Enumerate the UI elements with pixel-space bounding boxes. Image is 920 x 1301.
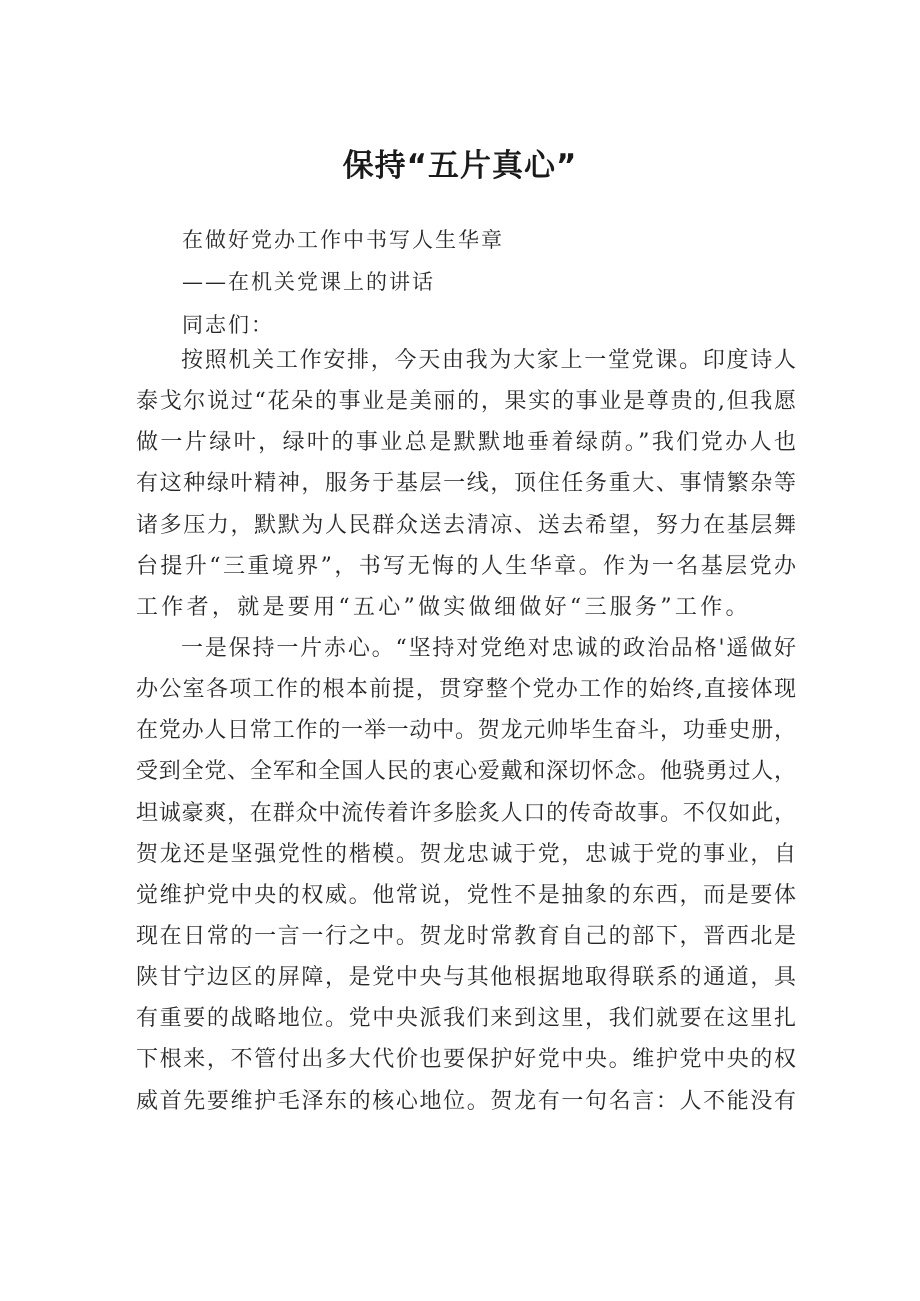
document-title: 保持“五片真心” bbox=[342, 148, 578, 184]
body-line: 工作者，就是要用“五心”做实做细做好“三服务”工作。 bbox=[136, 594, 751, 620]
body-line: 陕甘宁边区的屏障，是党中央与其他根据地取得联系的通道，具 bbox=[136, 965, 796, 991]
body-line: 一是保持一片赤心。“坚持对党绝对忠诚的政治品格'遥做好 bbox=[181, 635, 796, 661]
body-line: 做一片绿叶，绿叶的事业总是默默地垂着绿荫。”我们党办人也 bbox=[136, 430, 796, 456]
body-line: 办公室各项工作的根本前提，贯穿整个党办工作的始终,直接体现 bbox=[136, 677, 796, 703]
body-line: 泰戈尔说过“花朵的事业是美丽的，果实的事业是尊贵的,但我愿 bbox=[136, 389, 796, 415]
body-line: 在党办人日常工作的一举一动中。贺龙元帅毕生奋斗，功垂史册， bbox=[136, 718, 796, 744]
body-line: 有这种绿叶精神，服务于基层一线，顶住任务重大、事情繁杂等 bbox=[136, 471, 796, 497]
body-line: 有重要的战略地位。党中央派我们来到这里，我们就要在这里扎 bbox=[136, 1006, 796, 1032]
document-occasion: ——在机关党课上的讲话 bbox=[182, 270, 435, 294]
body-line: 贺龙还是坚强党性的楷模。贺龙忠诚于党，忠诚于党的事业，自 bbox=[136, 841, 796, 867]
body-line: 威首先要维护毛泽东的核心地位。贺龙有一句名言：人不能没有 bbox=[136, 1088, 796, 1114]
salutation: 同志们： bbox=[182, 313, 274, 337]
body-line: 觉维护党中央的权威。他常说，党性不是抽象的东西，而是要体 bbox=[136, 882, 796, 908]
body-line: 坦诚豪爽，在群众中流传着许多脍炙人口的传奇故事。不仅如此， bbox=[136, 800, 796, 826]
body-line: 受到全党、全军和全国人民的衷心爱戴和深切怀念。他骁勇过人， bbox=[136, 759, 796, 785]
body-line: 现在日常的一言一行之中。贺龙时常教育自己的部下，晋西北是 bbox=[136, 923, 796, 949]
body-line: 诸多压力，默默为人民群众送去清凉、送去希望，努力在基层舞 bbox=[136, 512, 796, 538]
document-subtitle: 在做好党办工作中书写人生华章 bbox=[182, 228, 504, 252]
body-line: 下根来，不管付出多大代价也要保护好党中央。维护党中央的权 bbox=[136, 1047, 796, 1073]
body-line: 按照机关工作安排，今天由我为大家上一堂党课。印度诗人 bbox=[181, 348, 796, 373]
document-body bbox=[136, 340, 796, 1122]
body-line: 台提升“三重境界”，书写无悔的人生华章。作为一名基层党办 bbox=[136, 553, 796, 579]
